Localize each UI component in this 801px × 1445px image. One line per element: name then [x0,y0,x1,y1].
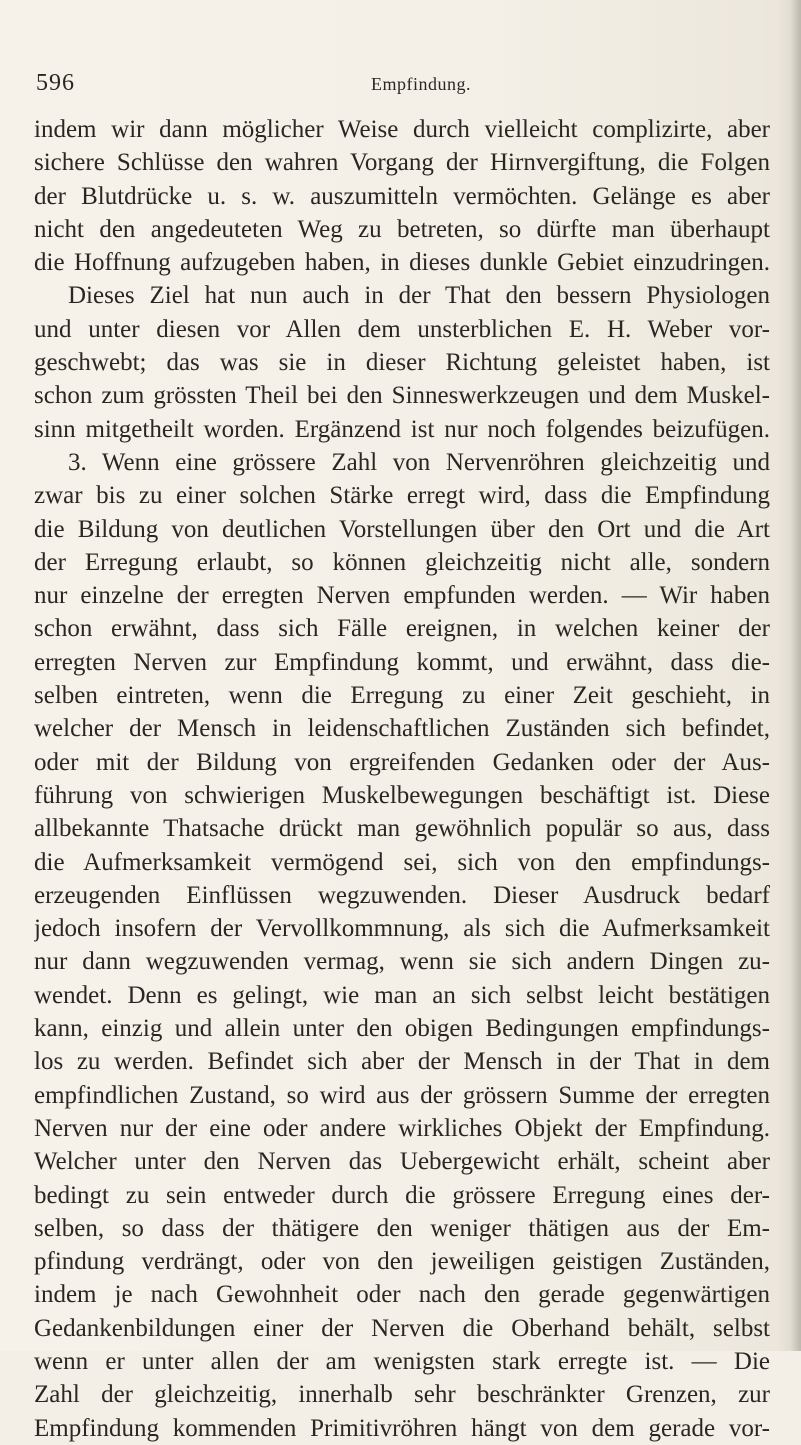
text-line: die Hoffnung aufzugeben haben, in dieses dunkle Gebiet einzudringen. [34,249,770,277]
text-line: nur dann wegzuwenden vermag, wenn sie sich andern Dingen zu- [34,948,770,976]
text-line: nur einzelne der erregten Nerven empfunden werden. — Wir haben [34,582,770,610]
text-line: selben eintreten, wenn die Erregung zu einer Zeit geschieht, in [34,682,770,710]
text-line: Zahl der gleichzeitig, innerhalb sehr beschränkter Grenzen, zur [34,1381,770,1409]
text-line: schon erwähnt, dass sich Fälle ereignen, in welchen keiner der [34,615,770,643]
text-line: schon zum grössten Theil bei den Sinneswerkzeugen und dem Muskel- [34,382,770,410]
page-header [36,70,766,100]
text-line: Dieses Ziel hat nun auch in der That den bessern Physiologen [68,282,770,310]
text-line: erregten Nerven zur Empfindung kommt, und erwähnt, dass die- [34,648,770,676]
text-line: Nerven nur der eine oder andere wirkliches Objekt der Empfindung. [34,1114,770,1142]
text-line: erzeugenden Einflüssen wegzuwenden. Dieser Ausdruck bedarf [34,881,770,909]
text-line: Welcher unter den Nerven das Uebergewicht erhält, scheint aber [34,1148,770,1176]
text-line: kann, einzig und allein unter den obigen Bedingungen empfindungs- [34,1015,770,1043]
text-line: 3. Wenn eine grössere Zahl von Nervenröhren gleichzeitig und [68,448,770,476]
text-line: die Aufmerksamkeit vermögend sei, sich von den empfindungs- [34,848,770,876]
text-line: sinn mitgetheilt worden. Ergänzend ist nur noch folgendes beizufügen. [34,415,770,443]
text-line: selben, so dass der thätigere den weniger thätigen aus der Em- [34,1214,770,1242]
text-line: oder mit der Bildung von ergreifenden Gedanken oder der Aus- [34,748,770,776]
page-edge-shadow [789,0,801,1351]
text-line: jedoch insofern der Vervollkommnung, als sich die Aufmerksamkeit [34,915,770,943]
text-line: pfindung verdrängt, oder von den jeweiligen geistigen Zuständen, [34,1248,770,1276]
text-line: der Blutdrücke u. s. w. auszumitteln vermöchten. Gelänge es aber [34,182,770,210]
text-line: nicht den angedeuteten Weg zu betreten, so dürfte man überhaupt [34,215,770,243]
text-line: allbekannte Thatsache drückt man gewöhnlich populär so aus, dass [34,815,770,843]
text-line: bedingt zu sein entweder durch die grössere Erregung eines der- [34,1181,770,1209]
text-line: die Bildung von deutlichen Vorstellungen über den Ort und die Art [34,515,770,543]
text-line: welcher der Mensch in leidenschaftlichen Zuständen sich befindet, [34,715,770,743]
text-line: empfindlichen Zustand, so wird aus der grössern Summe der erregten [34,1081,770,1109]
text-line: der Erregung erlaubt, so können gleichzeitig nicht alle, sondern [34,548,770,576]
running-head: Empfindung. [371,74,471,94]
text-line: Gedankenbildungen einer der Nerven die Oberhand behält, selbst [34,1314,770,1342]
text-line: führung von schwierigen Muskelbewegungen beschäftigt ist. Diese [34,781,770,809]
text-line: wenn er unter allen der am wenigsten stark erregte ist. — Die [34,1347,770,1375]
text-line: und unter diesen vor Allen dem unsterblichen E. H. Weber vor- [34,315,770,343]
text-line: geschwebt; das was sie in dieser Richtung geleistet haben, ist [34,349,770,377]
page-number: 596 [36,70,75,96]
text-line: indem wir dann möglicher Weise durch vielleicht complizirte, aber [34,116,770,143]
body-text [34,113,770,1445]
text-line: indem je nach Gewohnheit oder nach den gerade gegenwärtigen [34,1281,770,1309]
text-line: zwar bis zu einer solchen Stärke erregt wird, dass die Empfindung [34,482,770,510]
text-line: sichere Schlüsse den wahren Vorgang der Hirnvergiftung, die Folgen [34,149,770,177]
text-line: Empfindung kommenden Primitivröhren hängt von dem gerade vor- [34,1414,770,1442]
text-line: wendet. Denn es gelingt, wie man an sich selbst leicht bestätigen [34,981,770,1009]
text-line: los zu werden. Befindet sich aber der Mensch in der That in dem [34,1048,770,1076]
